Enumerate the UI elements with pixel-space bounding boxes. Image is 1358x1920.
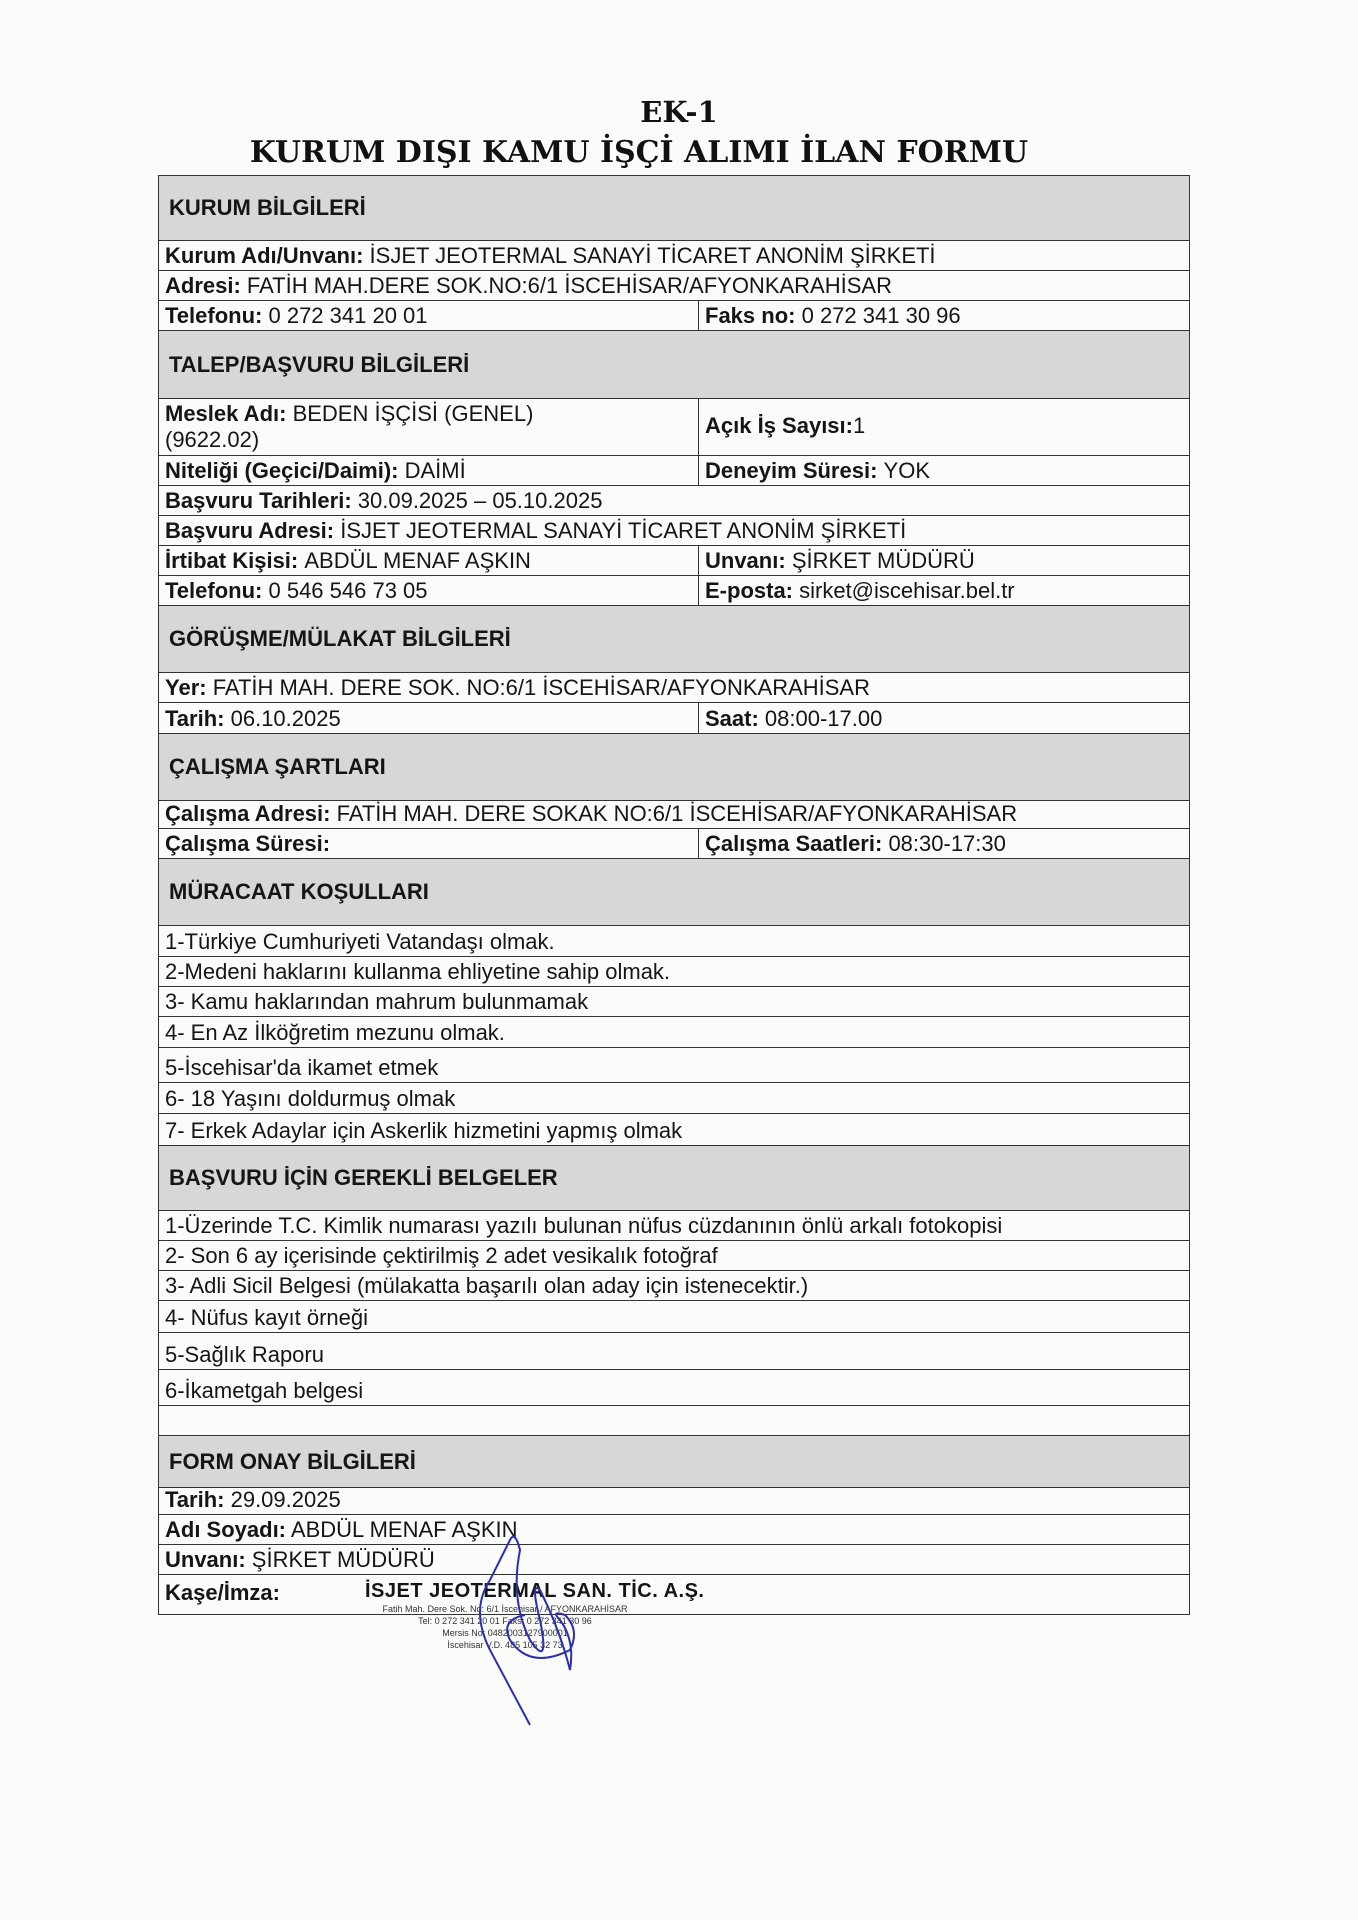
empty-row: [159, 1406, 1189, 1436]
gorusme-saat-value: 08:00-17.00: [764, 706, 883, 731]
list-item: [159, 1241, 1189, 1271]
field-label: Niteliği (Geçici/Daimi):: [165, 458, 399, 483]
onay-ad-row: [159, 1515, 1189, 1545]
list-item: [159, 1333, 1189, 1370]
field-label: Adresi:: [165, 273, 241, 298]
field-label: Başvuru Adresi:: [165, 518, 335, 543]
field-label: Deneyim Süresi:: [705, 458, 878, 483]
irtibat-value: ABDÜL MENAF AŞKIN: [304, 548, 531, 573]
condition-text: 1-Türkiye Cumhuriyeti Vatandaşı olmak.: [165, 929, 555, 954]
yer-value: FATİH MAH. DERE SOK. NO:6/1 İSCEHİSAR/AFYONKARAHİSAR: [206, 675, 870, 700]
form-title: KURUM DIŞI KAMU İŞÇİ ALIMI İLAN FORMU: [249, 135, 1029, 170]
section-title: MÜRACAAT KOŞULLARI: [169, 879, 429, 904]
list-item: [159, 1211, 1189, 1241]
stamp-phone: Tel: 0 272 341 20 01 Faks: 0 272 341 30 96: [418, 1616, 592, 1627]
document-text: 3- Adli Sicil Belgesi (mülakatta başarılı olan aday için istenecektir.): [165, 1273, 809, 1298]
condition-text: 3- Kamu haklarından mahrum bulunmamak: [165, 989, 589, 1014]
stamp-tax: İscehisar V.D. 485 105 32 73: [447, 1640, 563, 1651]
list-item: [159, 1370, 1189, 1406]
condition-text: 6- 18 Yaşını doldurmuş olmak: [165, 1086, 456, 1111]
talep-tel-value: 0 546 546 73 05: [268, 578, 428, 603]
application-form-table: [158, 175, 1190, 1615]
section-header-muracaat: [159, 859, 1189, 926]
section-title: KURUM BİLGİLERİ: [169, 195, 366, 220]
calisma-saat-value: 08:30-17:30: [888, 831, 1006, 856]
list-item: [159, 1083, 1189, 1114]
list-item: [159, 1301, 1189, 1333]
yer-row: [159, 673, 1189, 703]
calisma-adres-value: FATİH MAH. DERE SOKAK NO:6/1 İSCEHİSAR/AFYONKARAHİSAR: [330, 801, 1018, 826]
section-title: ÇALIŞMA ŞARTLARI: [169, 754, 386, 779]
field-label: Çalışma Saatleri:: [705, 831, 883, 856]
field-label: Unvanı:: [705, 548, 786, 573]
field-label: Çalışma Süresi:: [165, 831, 331, 856]
section-header-gorusme: [159, 606, 1189, 673]
section-header-belgeler: [159, 1146, 1189, 1211]
field-label: Faks no:: [705, 303, 796, 328]
field-label: Açık İş Sayısı:: [705, 412, 853, 438]
kurum-tel-row: [159, 301, 1189, 331]
condition-text: 2-Medeni haklarını kullanma ehliyetine sahip olmak.: [165, 959, 671, 984]
gorusme-tarih-row: [159, 703, 1189, 734]
kurum-adi-value: İSJET JEOTERMAL SANAYİ TİCARET ANONİM ŞİRKETİ: [363, 243, 936, 268]
field-label: Meslek Adı:: [165, 401, 287, 427]
basvuru-tarih-row: [159, 486, 1189, 516]
calisma-adres-row: [159, 801, 1189, 829]
eposta-value: sirket@iscehisar.bel.tr: [799, 578, 1015, 603]
nitelik-value: DAİMİ: [404, 458, 466, 483]
list-item: [159, 957, 1189, 987]
basvuru-tarih-value: 30.09.2025 – 05.10.2025: [351, 488, 603, 513]
calisma-sure-row: [159, 829, 1189, 859]
field-label: Unvanı:: [165, 1547, 246, 1572]
condition-text: 5-İscehisar'da ikamet etmek: [165, 1055, 439, 1080]
kurum-adres-row: [159, 271, 1189, 301]
field-label: Çalışma Adresi:: [165, 801, 331, 826]
document-text: 5-Sağlık Raporu: [165, 1342, 324, 1367]
field-label: Telefonu:: [165, 578, 263, 603]
deneyim-value: YOK: [883, 458, 930, 483]
field-label: Kurum Adı/Unvanı:: [165, 243, 364, 268]
document-text: 4- Nüfus kayıt örneği: [165, 1305, 368, 1330]
kurum-adres-value: FATİH MAH.DERE SOK.NO:6/1 İSCEHİSAR/AFYONKARAHİSAR: [240, 273, 892, 298]
onay-tarih-row: [159, 1488, 1189, 1515]
condition-text: 4- En Az İlköğretim mezunu olmak.: [165, 1020, 505, 1045]
onay-unvan-value: ŞİRKET MÜDÜRÜ: [245, 1547, 435, 1572]
document-text: 6-İkametgah belgesi: [165, 1378, 364, 1403]
stamp-company-name: İSJET JEOTERMAL SAN. TİC. A.Ş.: [365, 1580, 705, 1602]
field-label: Telefonu:: [165, 303, 263, 328]
basvuru-adres-value: İSJET JEOTERMAL SANAYİ TİCARET ANONİM ŞİRKETİ: [334, 518, 907, 543]
kurum-adi-row: [159, 241, 1189, 271]
onay-unvan-row: [159, 1545, 1189, 1575]
list-item: [159, 926, 1189, 957]
meslek-row: [159, 399, 1189, 456]
condition-text: 7- Erkek Adaylar için Askerlik hizmetini yapmış olmak: [165, 1118, 683, 1143]
onay-tarih-value: 29.09.2025: [224, 1487, 341, 1512]
section-header-talep: [159, 331, 1189, 399]
list-item: [159, 1271, 1189, 1301]
field-label: Saat:: [705, 706, 759, 731]
kurum-tel-value: 0 272 341 20 01: [268, 303, 428, 328]
section-header-onay: [159, 1436, 1189, 1488]
nitelik-row: [159, 456, 1189, 486]
section-header-calisma: [159, 734, 1189, 801]
field-label: Yer:: [165, 675, 207, 700]
list-item: [159, 1017, 1189, 1048]
field-label: Kaşe/İmza:: [165, 1580, 280, 1605]
list-item: [159, 1114, 1189, 1146]
signature-icon: [470, 1520, 590, 1730]
document-text: 1-Üzerinde T.C. Kimlik numarası yazılı bulunan nüfus cüzdanının önlü arkalı fotokopisi: [165, 1213, 1003, 1238]
unvan-value: ŞİRKET MÜDÜRÜ: [791, 548, 975, 573]
annex-label: EK-1: [640, 95, 718, 129]
list-item: [159, 987, 1189, 1017]
field-label: İrtibat Kişisi:: [165, 548, 299, 573]
section-title: BAŞVURU İÇİN GEREKLİ BELGELER: [169, 1165, 558, 1190]
acik-is-sayisi-value: 1: [852, 412, 866, 438]
irtibat-row: [159, 546, 1189, 576]
stamp-address: Fatih Mah. Dere Sok. No: 6/1 İscehisar / AFYONKARAHİSAR: [382, 1604, 628, 1614]
onay-ad-value: ABDÜL MENAF AŞKIN: [286, 1517, 518, 1542]
field-label: E-posta:: [705, 578, 793, 603]
stamp-mersis: Mersis No: 0482003127900001: [442, 1628, 568, 1639]
field-label: Başvuru Tarihleri:: [165, 488, 352, 513]
field-label: Tarih:: [165, 706, 225, 731]
talep-tel-row: [159, 576, 1189, 606]
field-label: Adı Soyadı:: [165, 1517, 287, 1542]
meslek-value: BEDEN İŞÇİSİ (GENEL) (9622.02): [165, 401, 534, 452]
section-title: TALEP/BAŞVURU BİLGİLERİ: [169, 351, 470, 377]
field-label: Tarih:: [165, 1487, 225, 1512]
section-title: GÖRÜŞME/MÜLAKAT BİLGİLERİ: [169, 626, 511, 651]
list-item: [159, 1048, 1189, 1083]
kurum-faks-value: 0 272 341 30 96: [801, 303, 961, 328]
section-title: FORM ONAY BİLGİLERİ: [169, 1448, 416, 1474]
basvuru-adres-row: [159, 516, 1189, 546]
document-text: 2- Son 6 ay içerisinde çektirilmiş 2 adet vesikalık fotoğraf: [165, 1243, 718, 1268]
section-header-kurum: [159, 176, 1189, 241]
gorusme-tarih-value: 06.10.2025: [230, 706, 341, 731]
